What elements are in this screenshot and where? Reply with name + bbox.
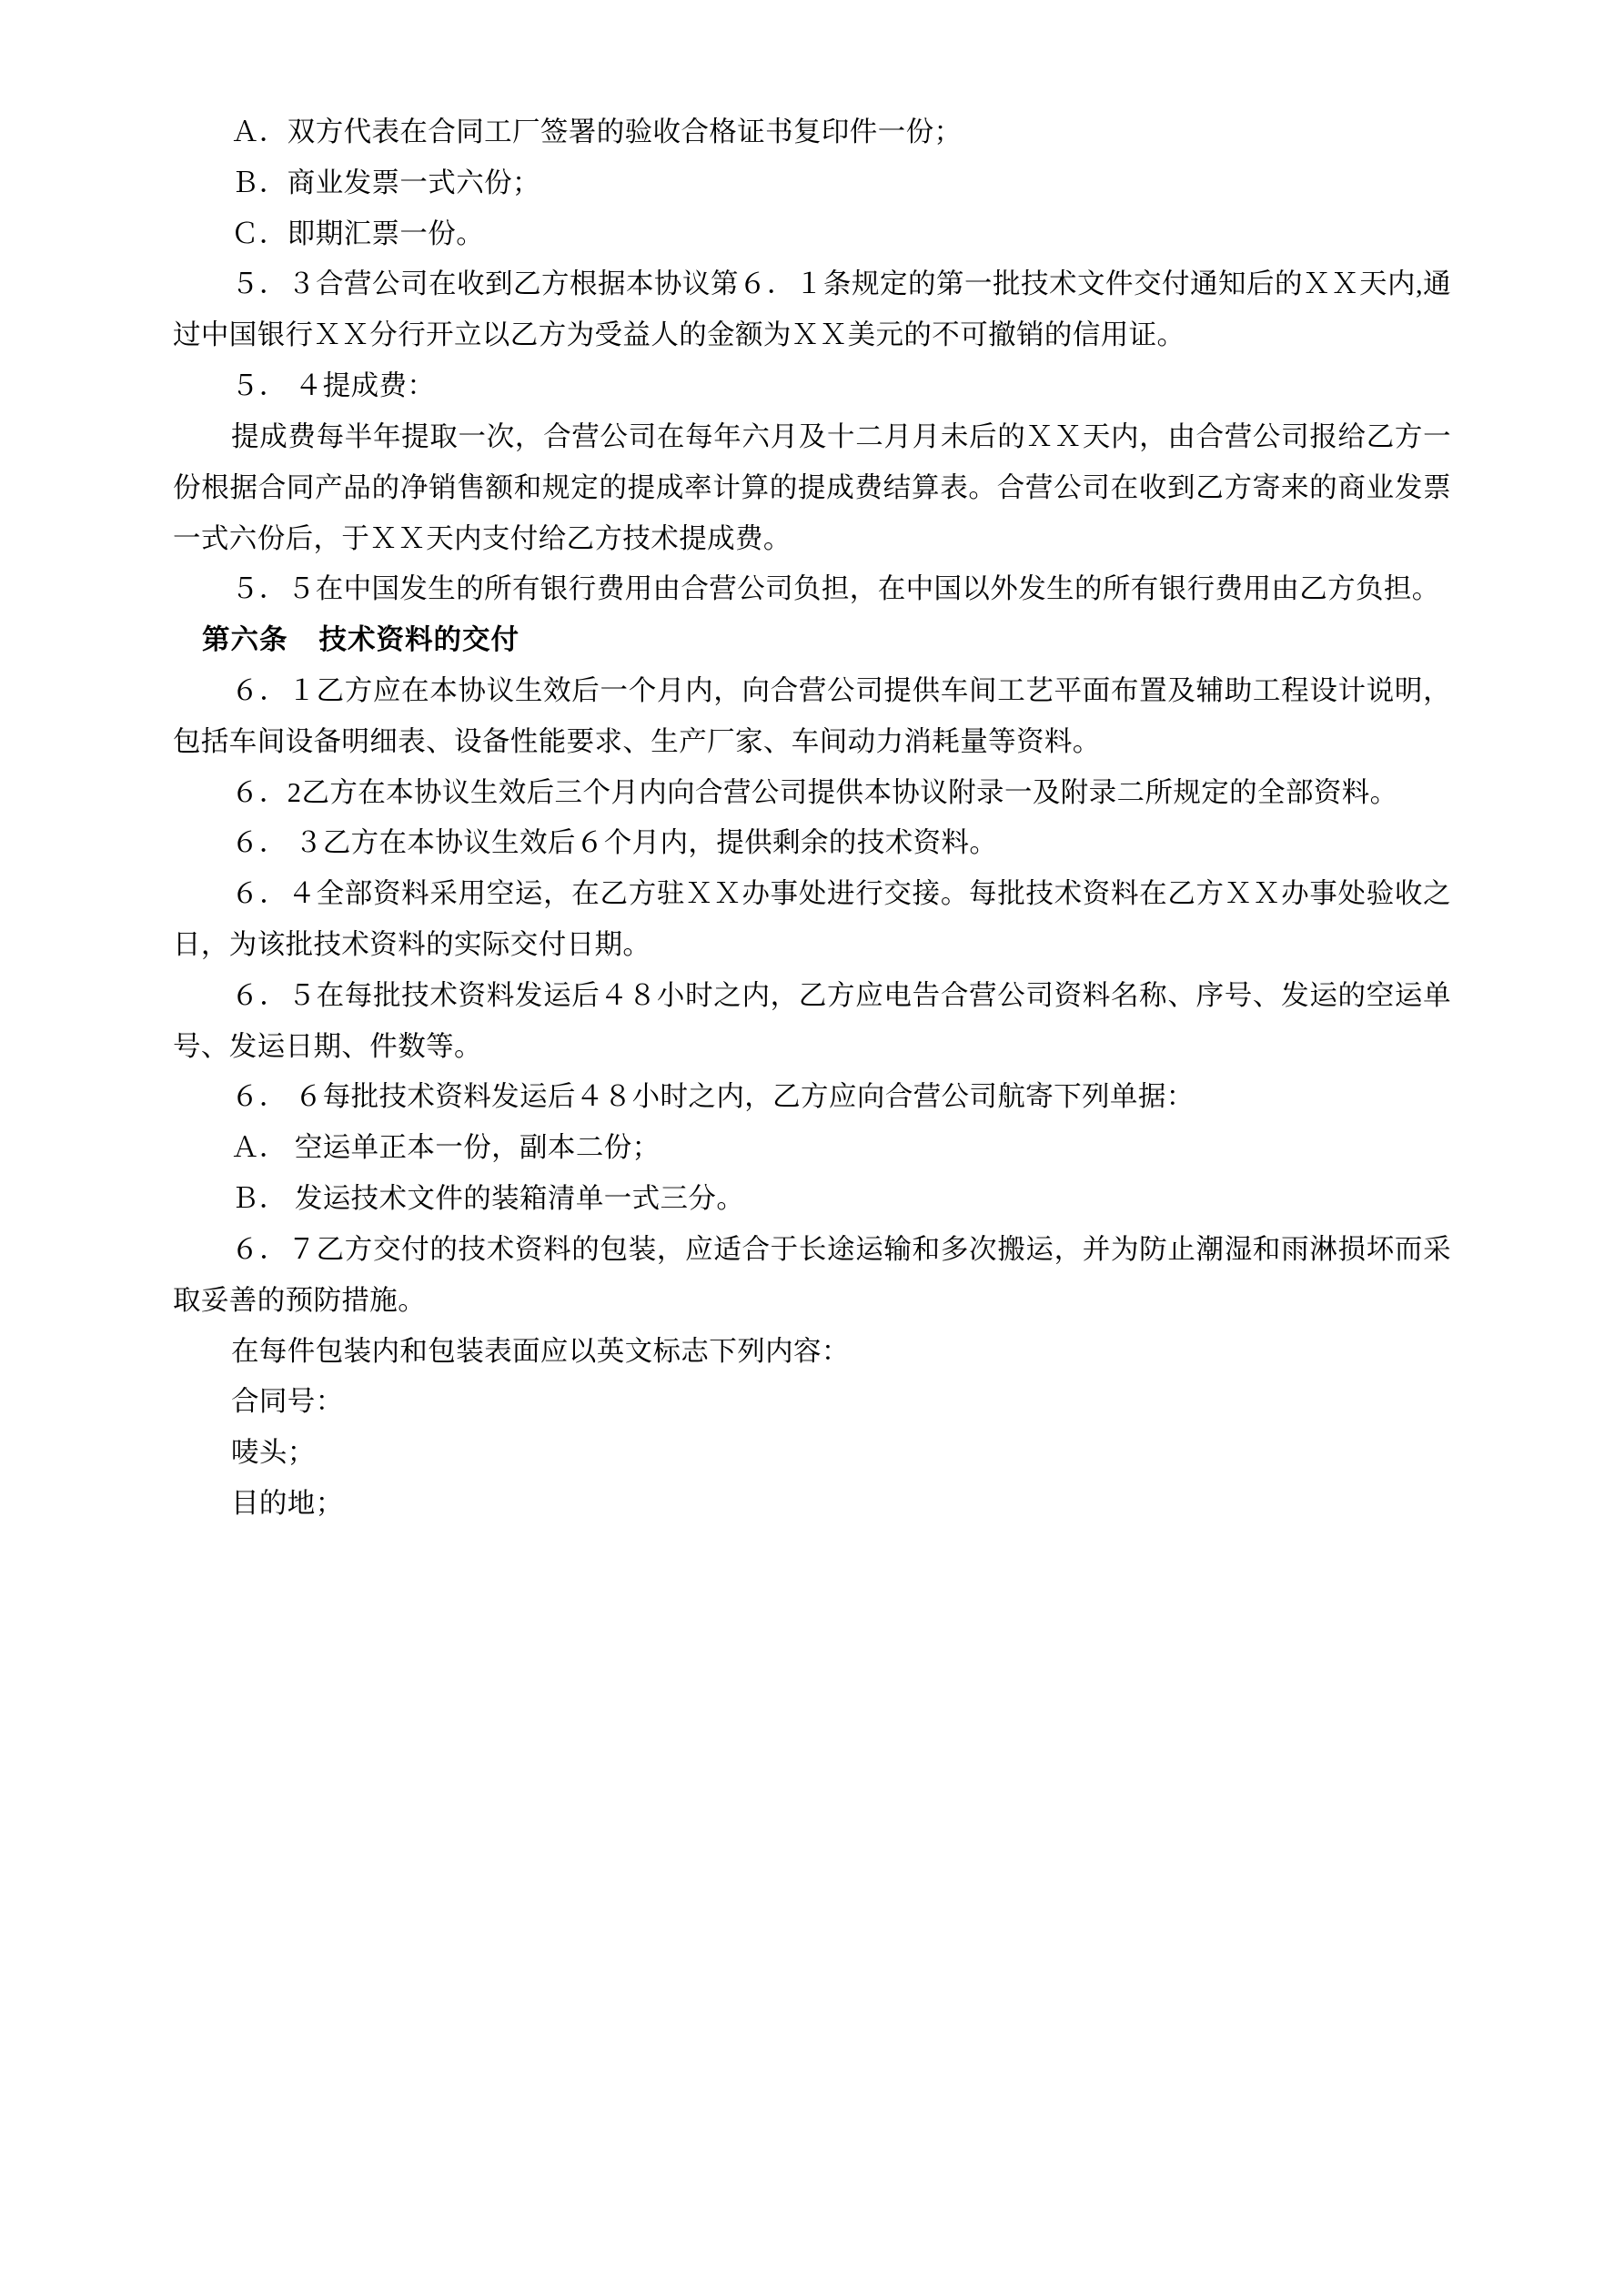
paragraph-clause-6-1: ６．１乙方应在本协议生效后一个月内，向合营公司提供车间工艺平面布置及辅助工程设计说明，包括车间设备明细表、设备性能要求、生产厂家、车间动力消耗量等资料。: [173, 674, 1451, 757]
paragraph-clause-6-4: ６．４全部资料采用空运，在乙方驻ＸＸ办事处进行交接。每批技术资料在乙方ＸＸ办事处验收之日，为该批技术资料的实际交付日期。: [173, 878, 1451, 960]
paragraph-item-a-acceptance-certificate: Ａ．双方代表在合同工厂签署的验收合格证书复印件一份；: [231, 116, 963, 147]
paragraph-clause-5-4: ５． ４提成费：: [231, 370, 436, 402]
section-number: 第六条: [202, 624, 288, 656]
paragraph-clause-6-5: ６．５在每批技术资料发运后４８小时之内，乙方应电告合营公司资料名称、序号、发运的空运单号、发运日期、件数等。: [173, 979, 1451, 1062]
paragraph-packing-mark-destination: 目的地；: [231, 1487, 344, 1519]
paragraph-item-b-commercial-invoice: Ｂ．商业发票一式六份；: [231, 167, 540, 198]
paragraph-packing-mark-contract-no: 合同号：: [231, 1386, 344, 1418]
paragraph-packing-mark-shipping-mark: 唛头；: [231, 1437, 316, 1469]
paragraph-clause-6-2: ６．2乙方在本协议生效后三个月内向合营公司提供本协议附录一及附录二所规定的全部资料。: [231, 776, 1398, 808]
paragraph-clause-6-3: ６． ３乙方在本协议生效后６个月内，提供剩余的技术资料。: [231, 827, 998, 859]
paragraph-packing-mark-intro: 在每件包装内和包装表面应以英文标志下列内容：: [231, 1335, 850, 1367]
paragraph-clause-5-3: ５．３合营公司在收到乙方根据本协议第６．１条规定的第一批技术文件交付通知后的ＸＸ天内,通过中国银行ＸＸ分行开立以乙方为受益人的金额为ＸＸ美元的不可撤销的信用证。: [173, 268, 1451, 351]
section-title: 技术资料的交付: [318, 624, 519, 656]
paragraph-item-a-airway-bill: Ａ． 空运单正本一份，副本二份；: [231, 1132, 661, 1164]
paragraph-clause-5-4-body: 提成费每半年提取一次，合营公司在每年六月及十二月月未后的ＸＸ天内，由合营公司报给乙方一份根据合同产品的净销售额和规定的提成率计算的提成费结算表。合营公司在收到乙方寄来的商业发票一式六份后，于ＸＸ天内支付给乙方技术提成费。: [173, 420, 1451, 554]
paragraph-clause-6-7: ６．７乙方交付的技术资料的包装，应适合于长途运输和多次搬运，并为防止潮湿和雨淋损坏而采取妥善的预防措施。: [173, 1233, 1451, 1316]
document-body: [173, 107, 1451, 1530]
section-six-heading: [173, 615, 1451, 666]
paragraph-clause-5-5: ５．５在中国发生的所有银行费用由合营公司负担，在中国以外发生的所有银行费用由乙方负担。: [231, 573, 1440, 605]
paragraph-item-b-packing-list: Ｂ． 发运技术文件的装箱清单一式三分。: [231, 1183, 745, 1215]
paragraph-item-c-sight-draft: Ｃ．即期汇票一份。: [231, 217, 485, 249]
paragraph-clause-6-6: ６． ６每批技术资料发运后４８小时之内，乙方应向合营公司航寄下列单据：: [231, 1081, 1195, 1113]
